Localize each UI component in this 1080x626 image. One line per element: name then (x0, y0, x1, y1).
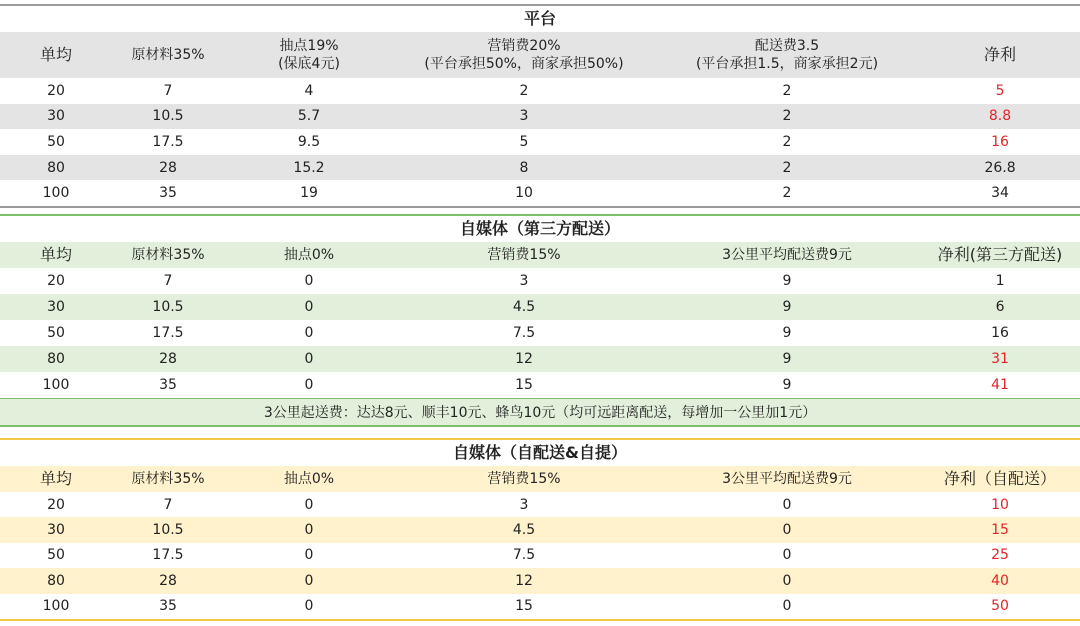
table-row (0, 492, 1080, 517)
table-row (0, 78, 1080, 104)
table-cell: 9 (782, 377, 792, 393)
table-cell: 2 (782, 82, 792, 99)
table-cell: 5.7 (224, 104, 394, 130)
platform-section (0, 4, 1080, 208)
table-cell: 9 (654, 346, 920, 372)
table-cell: 8 (394, 155, 654, 181)
table-cell: 15 (515, 377, 533, 393)
table-cell: 100 (42, 377, 70, 393)
table-cell: 30 (0, 294, 112, 320)
third-party-delivery-section (0, 214, 1080, 427)
table-cell: 50 (47, 325, 65, 341)
table-cell: 50 (47, 547, 65, 564)
table-row (0, 294, 1080, 320)
table-cell: 100 (42, 185, 70, 202)
table-row (0, 268, 1080, 294)
table-cell: 80 (0, 568, 112, 593)
header-cell: 净利(第三方配送) (920, 242, 1080, 268)
table-row (0, 543, 1080, 568)
table-cell: 2 (519, 82, 529, 99)
self-delivery-section (0, 438, 1080, 621)
table-cell: 7.5 (512, 547, 536, 564)
table-cell: 15.2 (224, 155, 394, 181)
table-cell: 28 (112, 346, 224, 372)
table-cell: 2 (654, 104, 920, 130)
third-party-delivery-table (0, 216, 1080, 427)
table-cell: 50 (47, 133, 65, 150)
header-cell: 3公里平均配送费9元 (654, 242, 920, 268)
table-row (0, 155, 1080, 181)
table-cell: 3 (519, 273, 529, 289)
header-cell: 单均 (0, 32, 112, 78)
table-cell: 0 (224, 294, 394, 320)
table-row (0, 594, 1080, 620)
net-profit-cell: 31 (920, 346, 1080, 372)
table-cell: 19 (300, 185, 318, 202)
table-cell: 30 (0, 104, 112, 130)
table-cell: 0 (304, 325, 314, 341)
delivery-fee-note: 3公里起送费：达达8元、顺丰10元、蜂鸟10元（均可远距离配送，每增加一公里加1元） (0, 399, 1080, 427)
net-profit-cell: 34 (991, 185, 1009, 202)
table-cell: 35 (159, 598, 177, 615)
table-row (0, 180, 1080, 207)
table-cell: 7.5 (512, 325, 536, 341)
header-cell: 原材料35% (112, 242, 224, 268)
table-cell: 7 (163, 496, 173, 513)
table-cell: 0 (224, 517, 394, 542)
table-cell: 3 (394, 104, 654, 130)
table-cell: 20 (47, 496, 65, 513)
header-cell: 营销费20% (平台承担50%，商家承担50%) (394, 32, 654, 78)
table-cell: 0 (304, 547, 314, 564)
header-cell: 抽点0% (224, 466, 394, 492)
section-title: 平台 (524, 9, 557, 28)
table-cell: 4.5 (394, 294, 654, 320)
net-profit-cell: 8.8 (920, 104, 1080, 130)
table-cell: 28 (112, 155, 224, 181)
net-profit-cell: 40 (920, 568, 1080, 593)
table-cell: 7 (163, 82, 173, 99)
table-cell: 4 (304, 82, 314, 99)
net-profit-cell: 26.8 (920, 155, 1080, 181)
table-row (0, 372, 1080, 399)
net-profit-cell: 15 (920, 517, 1080, 542)
table-cell: 0 (304, 496, 314, 513)
header-cell: 原材料35% (112, 466, 224, 492)
table-cell: 0 (654, 568, 920, 593)
table-row (0, 320, 1080, 346)
table-cell: 0 (304, 598, 314, 615)
table-cell: 17.5 (152, 325, 184, 341)
header-cell: 单均 (0, 242, 112, 268)
table-cell: 10.5 (112, 517, 224, 542)
table-cell: 0 (304, 377, 314, 393)
net-profit-cell: 41 (991, 377, 1009, 393)
net-profit-cell: 16 (991, 325, 1009, 341)
table-cell: 30 (0, 517, 112, 542)
table-cell: 2 (654, 155, 920, 181)
table-cell: 2 (782, 133, 792, 150)
table-row (0, 517, 1080, 542)
table-cell: 17.5 (152, 547, 184, 564)
table-row (0, 104, 1080, 130)
net-profit-cell: 1 (995, 273, 1005, 289)
table-cell: 9.5 (297, 133, 321, 150)
net-profit-cell: 50 (991, 598, 1009, 615)
table-cell: 0 (304, 273, 314, 289)
table-cell: 15 (515, 598, 533, 615)
section-title: 自媒体（自配送&自提） (453, 443, 628, 462)
table-cell: 10.5 (112, 294, 224, 320)
net-profit-cell: 10 (991, 496, 1009, 513)
header-cell: 营销费15% (394, 466, 654, 492)
table-cell: 9 (782, 273, 792, 289)
table-cell: 10 (515, 185, 533, 202)
table-cell: 0 (224, 568, 394, 593)
table-row (0, 129, 1080, 155)
table-cell: 20 (47, 273, 65, 289)
table-cell: 80 (0, 346, 112, 372)
table-row (0, 346, 1080, 372)
delivery-fee-note-row (0, 399, 1080, 427)
table-cell: 3 (519, 496, 529, 513)
header-cell: 营销费15% (394, 242, 654, 268)
net-profit-cell: 6 (920, 294, 1080, 320)
table-cell: 12 (394, 346, 654, 372)
table-row (0, 568, 1080, 593)
table-cell: 35 (159, 377, 177, 393)
table-cell: 0 (782, 547, 792, 564)
header-row (0, 242, 1080, 268)
table-cell: 12 (394, 568, 654, 593)
table-cell: 0 (782, 598, 792, 615)
table-cell: 28 (112, 568, 224, 593)
header-cell: 单均 (0, 466, 112, 492)
section-title: 自媒体（第三方配送） (460, 219, 621, 238)
platform-table (0, 6, 1080, 208)
table-cell: 0 (224, 346, 394, 372)
table-cell: 10.5 (112, 104, 224, 130)
table-cell: 20 (47, 82, 65, 99)
table-cell: 9 (654, 294, 920, 320)
header-row (0, 466, 1080, 492)
self-delivery-table (0, 440, 1080, 621)
header-cell: 抽点19% (保底4元) (224, 32, 394, 78)
table-cell: 5 (519, 133, 529, 150)
table-cell: 17.5 (152, 133, 184, 150)
header-cell: 抽点0% (224, 242, 394, 268)
table-cell: 2 (782, 185, 792, 202)
table-cell: 80 (0, 155, 112, 181)
header-cell: 配送费3.5 (平台承担1.5，商家承担2元) (654, 32, 920, 78)
net-profit-cell: 5 (995, 82, 1005, 99)
table-cell: 0 (782, 496, 792, 513)
table-cell: 0 (654, 517, 920, 542)
table-cell: 35 (159, 185, 177, 202)
table-cell: 9 (782, 325, 792, 341)
net-profit-cell: 25 (991, 547, 1009, 564)
header-cell: 净利（自配送） (920, 466, 1080, 492)
header-cell: 3公里平均配送费9元 (654, 466, 920, 492)
table-cell: 100 (42, 598, 70, 615)
header-cell: 原材料35% (112, 32, 224, 78)
header-cell: 净利 (920, 32, 1080, 78)
table-cell: 4.5 (394, 517, 654, 542)
header-row (0, 32, 1080, 78)
table-cell: 7 (163, 273, 173, 289)
net-profit-cell: 16 (991, 133, 1009, 150)
